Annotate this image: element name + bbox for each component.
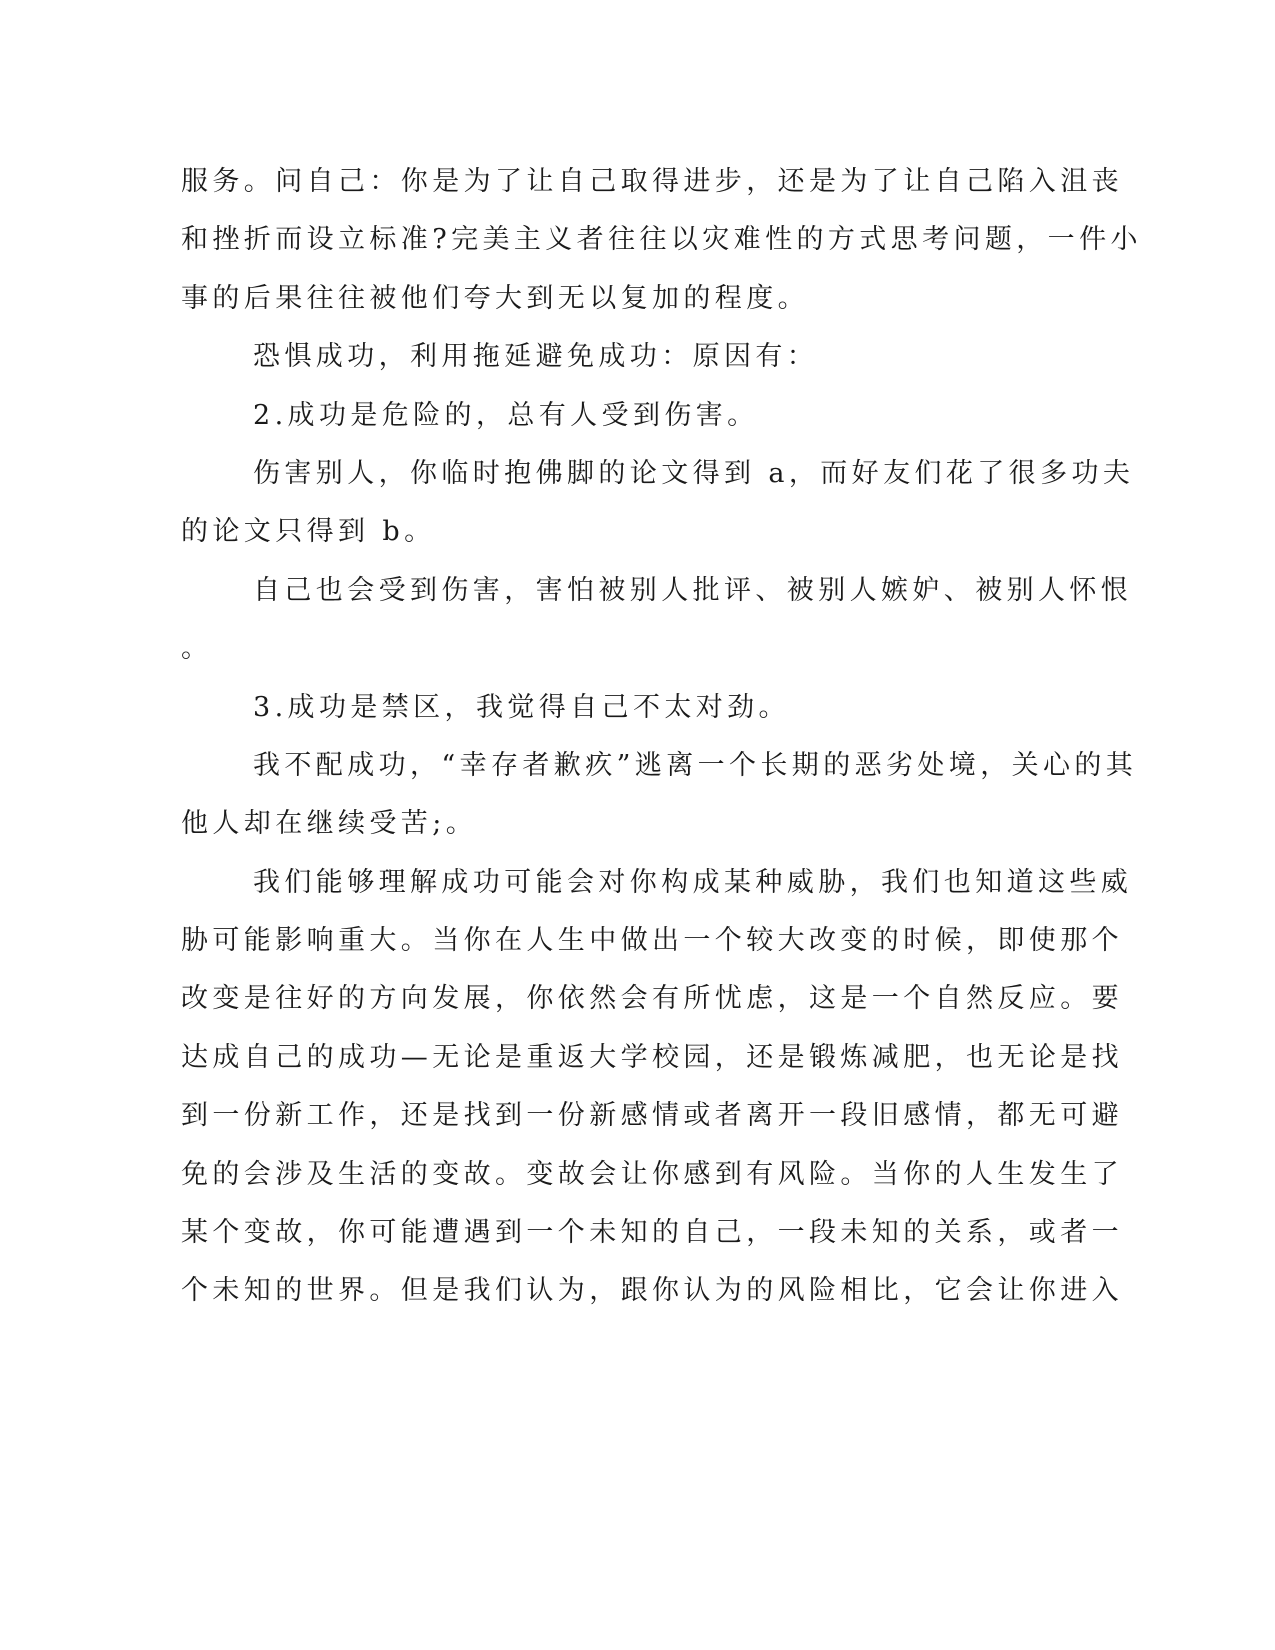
paragraph-start-line: 自己也会受到伤害，害怕被别人批评、被别人嫉妒、被别人怀恨: [253, 574, 1133, 606]
text-line: 胁可能影响重大。当你在人生中做出一个较大改变的时候，即使那个: [181, 925, 1123, 957]
text-line: 事的后果往往被他们夸大到无以复加的程度。: [181, 282, 809, 314]
text-line: 到一份新工作，还是找到一份新感情或者离开一段旧感情，都无可避: [181, 1100, 1123, 1132]
paragraph-start-line: 伤害别人，你临时抱佛脚的论文得到 a，而好友们花了很多功夫: [253, 457, 1135, 489]
paragraph-start-line: 恐惧成功，利用拖延避免成功：原因有：: [253, 341, 819, 373]
text-line: 某个变故，你可能遭遇到一个未知的自己，一段未知的关系，或者一: [181, 1217, 1123, 1249]
body-text: [181, 153, 1142, 1321]
text-line: 达成自己的成功—无论是重返大学校园，还是锻炼减肥，也无论是找: [181, 1041, 1123, 1073]
text-line: 免的会涉及生活的变故。变故会让你感到有风险。当你的人生发生了: [181, 1158, 1123, 1190]
text-line: 的论文只得到 b。: [181, 516, 436, 548]
paragraph-start-line: 3.成功是禁区，我觉得自己不太对劲。: [253, 691, 790, 723]
text-line: 个未知的世界。但是我们认为，跟你认为的风险相比，它会让你进入: [181, 1275, 1123, 1307]
text-line: 和挫折而设立标准?完美主义者往往以灾难性的方式思考问题，一件小: [181, 224, 1142, 256]
paragraph-start-line: 2.成功是危险的，总有人受到伤害。: [253, 399, 759, 431]
text-line: 改变是往好的方向发展，你依然会有所忧虑，这是一个自然反应。要: [181, 983, 1123, 1015]
text-line: 。: [181, 633, 213, 665]
paragraph-start-line: 我们能够理解成功可能会对你构成某种威胁，我们也知道这些威: [253, 866, 1133, 898]
text-line: 服务。问自己：你是为了让自己取得进步，还是为了让自己陷入沮丧: [181, 166, 1123, 197]
paragraph-start-line: 我不配成功，“幸存者歉疚”逃离一个长期的恶劣处境，关心的其: [253, 749, 1138, 781]
text-line: 他人却在继续受苦;。: [181, 808, 478, 840]
